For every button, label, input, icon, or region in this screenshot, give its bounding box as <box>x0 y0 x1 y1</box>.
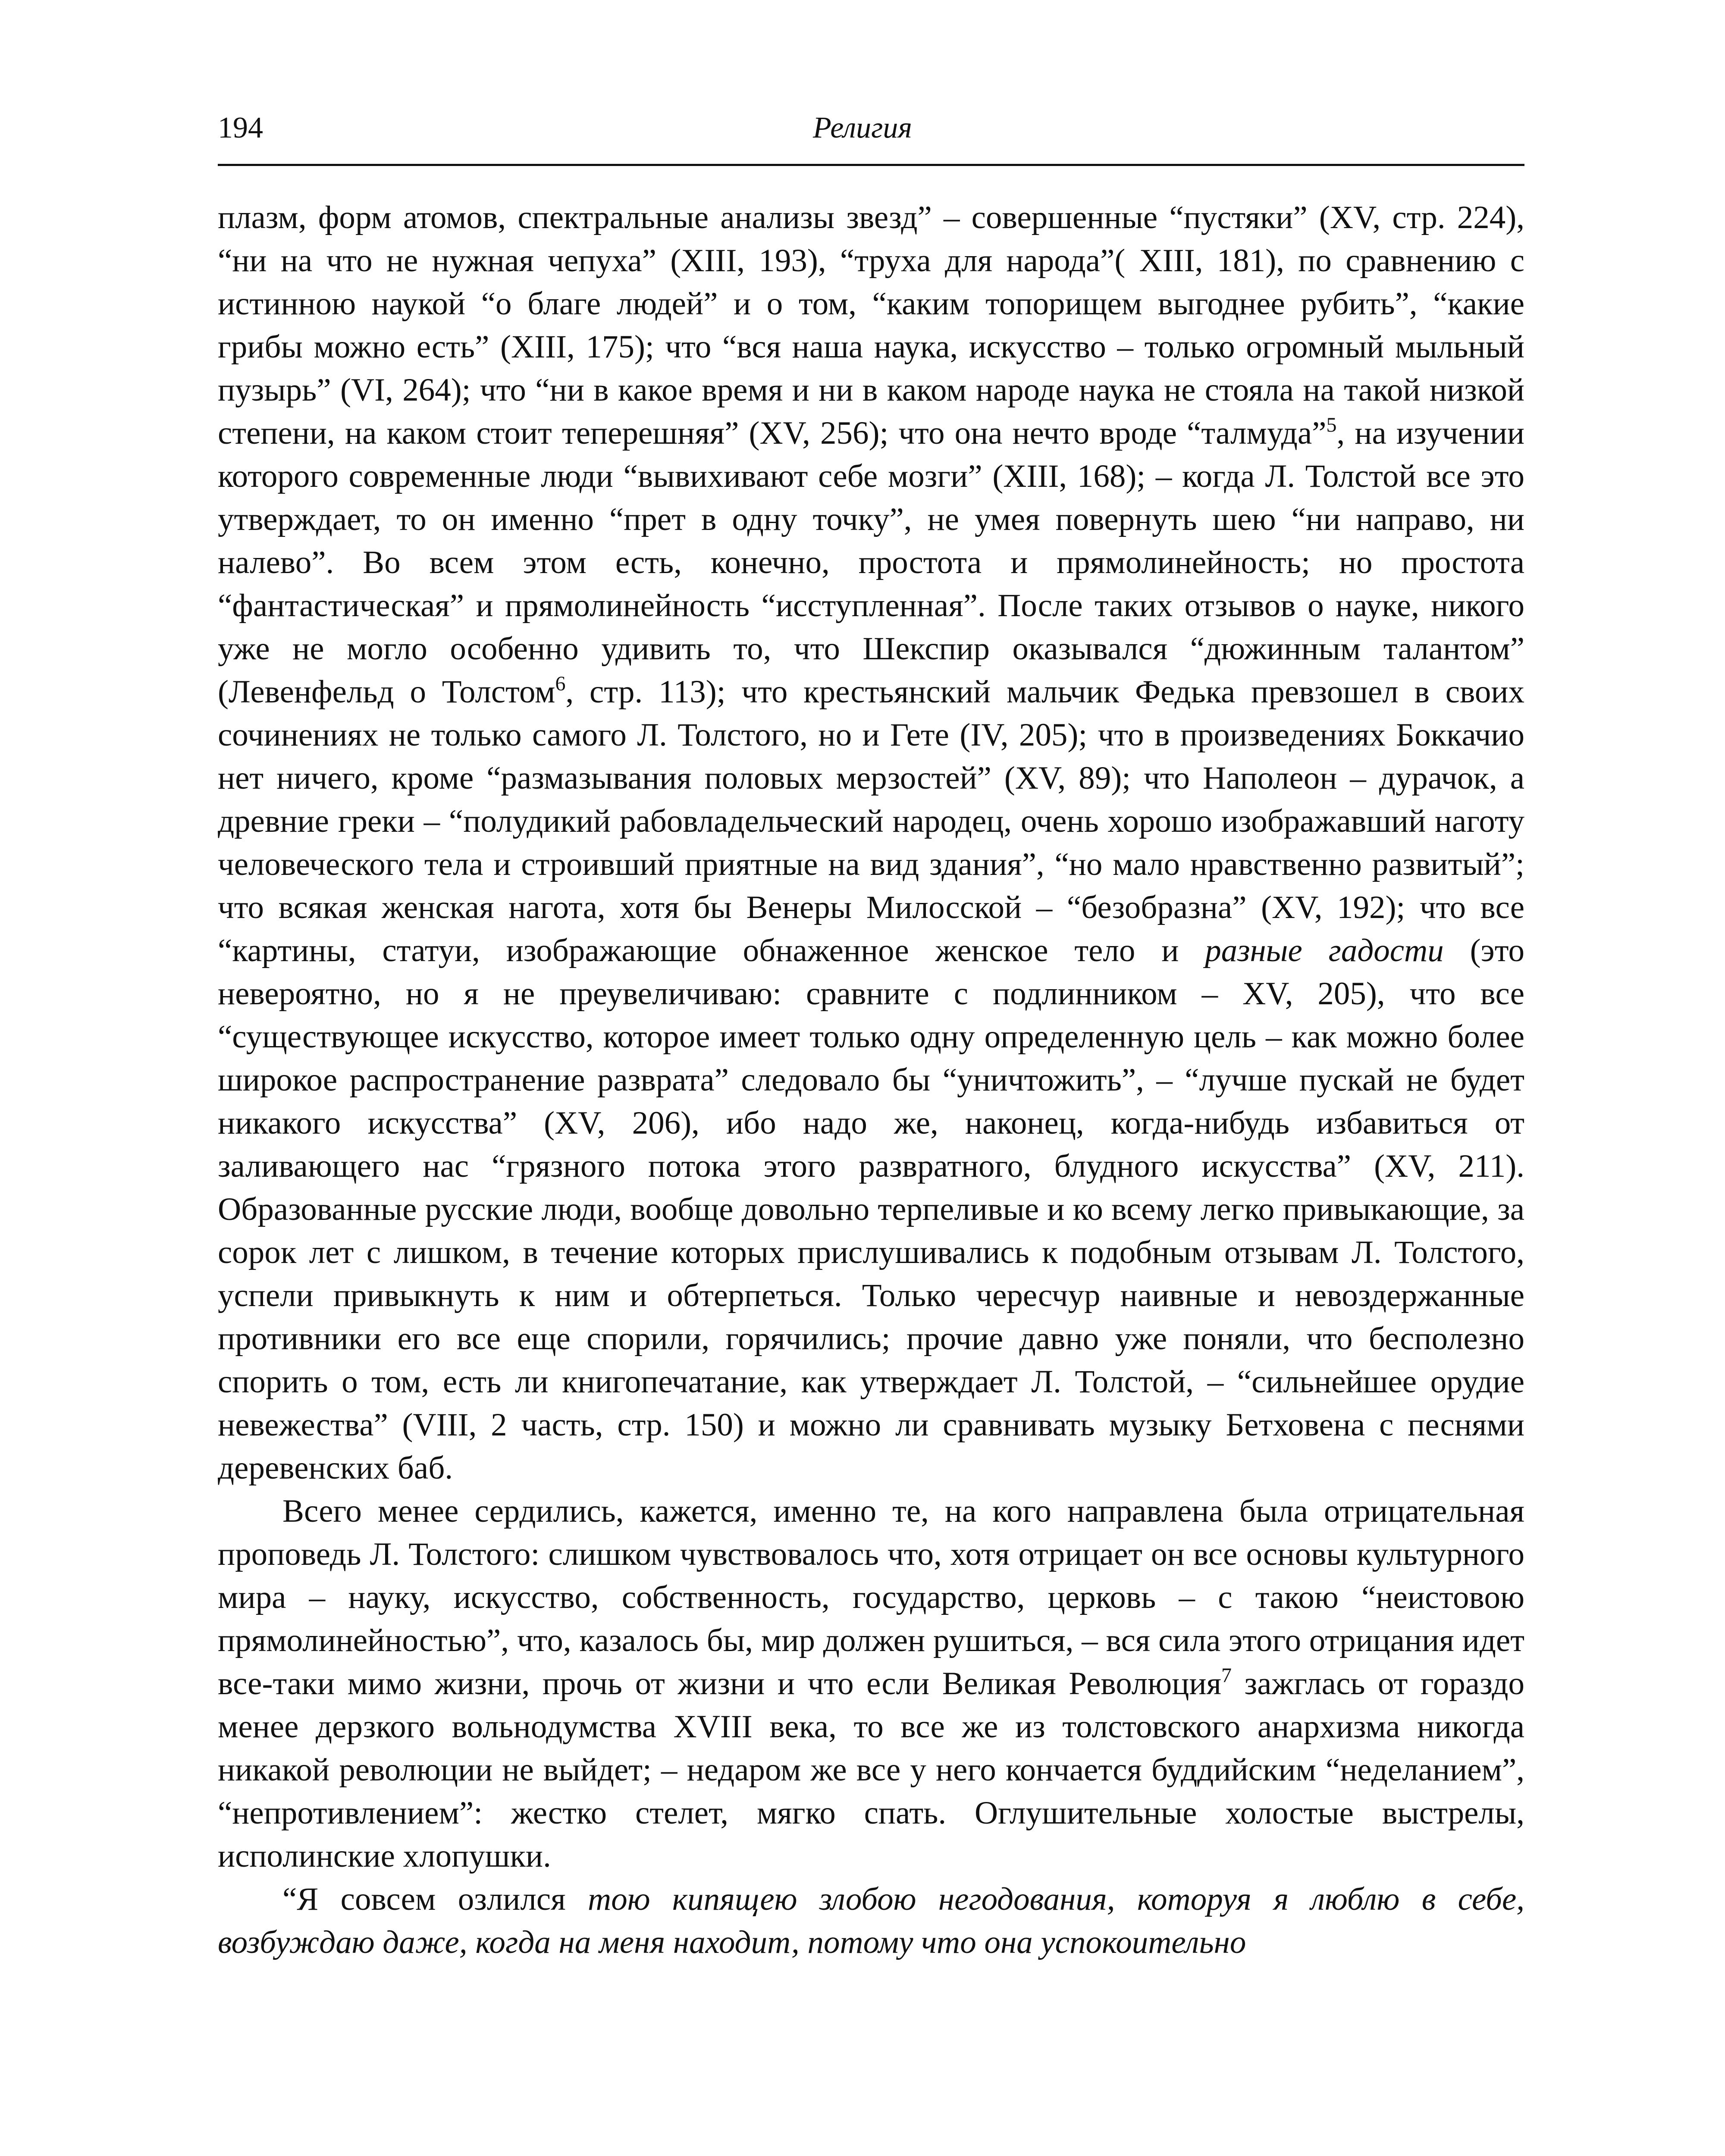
footnote-ref-6[interactable]: 6 <box>555 672 566 695</box>
p3-italic-quote: тою кипящею злобою негодования, которуя я люблю в себе, возбуждаю даже, когда на меня находит, потому что она успокоительно <box>218 1881 1525 1960</box>
p1-italic-emphasis: разные гадости <box>1205 933 1444 968</box>
body-text <box>218 196 1524 1964</box>
p1-text-part-2: , на изучении которого современные люди “вывихивают себе мозги” (XIII, 168); – когда Л. Толстой все это утверждает, то он именно “прет в одну точку”, не умея повернуть шею “ни направо, ни налево”. Во всем этом есть, конечно, простота и прямолинейность; но простота “фантастическая” и прямолинейность “исступленная”. После таких отзывов о науке, никого уже не могло особенно удивить то, что Шекспир оказывался “дюжинным талантом” (Левенфельд о Толстом <box>218 415 1524 710</box>
p3-quote-open: “Я совсем озлился <box>282 1881 588 1917</box>
paragraph-1 <box>218 196 1524 1490</box>
p2-text-part-2: зажглась от гораздо менее дерзкого вольнодумства XVIII века, то все же из толстовского анархизма никогда никакой революции не выйдет; – недаром же все у него кончается буддийским “неделанием”, “непротивлением”: жестко стелет, мягко спать. Оглушительные холостые выстрелы, исполинские хлопушки. <box>218 1666 1524 1874</box>
paragraph-3 <box>218 1878 1524 1964</box>
paragraph-2 <box>218 1490 1524 1878</box>
running-title: Религия <box>813 111 912 144</box>
footnote-ref-7[interactable]: 7 <box>1221 1664 1232 1687</box>
footnote-ref-5[interactable]: 5 <box>1326 414 1337 436</box>
p1-text-part-4: (это невероятно, но я не преувеличиваю: сравните с подлинником – XV, 205), что все “существующее искусство, которое имеет только одну определенную цель – как можно более широкое распространение разврата” следовало бы “уничтожить”, – “лучше пускай не будет никакого искусства” (XV, 206), ибо надо же, наконец, когда-нибудь избавиться от заливающего нас “грязного потока этого развратного, блудного искусства” (XV, 211). Образованные русские люди, вообще довольно терпеливые и ко всему легко привыкающие, за сорок лет с лишком, в течение которых прислушивались к подобным отзывам Л. Толстого, успели привыкнуть к ним и обтерпеться. Только чересчур наивные и невоздержанные противники его все еще спорили, горячились; прочие давно уже поняли, что бесполезно спорить о том, есть ли книгопечатание, как утверждает Л. Толстой, – “сильнейшее орудие невежества” (VIII, 2 часть, стр. 150) и можно ли сравнивать музыку Бетховена с песнями деревенских баб. <box>218 933 1525 1486</box>
page-number: 194 <box>218 111 263 144</box>
header-rule <box>218 164 1524 166</box>
p1-text-part-1: плазм, форм атомов, спектральные анализы звезд” – совершенные “пустяки” (XV, стр. 224), “ни на что не нужная чепуха” (XIII, 193), “труха для народа”( XIII, 181), по сравнению с истинною наукой “о благе людей” и о том, “каким топорищем выгоднее рубить”, “какие грибы можно есть” (XIII, 175); что “вся наша наука, искусство – только огромный мыльный пузырь” (VI, 264); что “ни в какое время и ни в каком народе наука не стояла на такой низкой степени, на каком стоит теперешняя” (XV, 256); что она нечто вроде “талмуда” <box>218 200 1524 451</box>
p2-text-part-1: Всего менее сердились, кажется, именно те, на кого направлена была отрицательная проповедь Л. Толстого: слишком чувствовалось что, хотя отрицает он все основы культурного мира – науку, искусство, собственность, государство, церковь – с такою “неистовою прямолинейностью”, что, казалось бы, мир должен рушиться, – вся сила этого отрицания идет все-таки мимо жизни, прочь от жизни и что если Великая Революция <box>218 1493 1524 1702</box>
p1-text-part-3: , стр. 113); что крестьянский мальчик Федька превзошел в своих сочинениях не только самого Л. Толстого, но и Гете (IV, 205); что в произведениях Боккачио нет ничего, кроме “размазывания половых мерзостей” (XV, 89); что Наполеон – дурачок, а древние греки – “полудикий рабовладельческий народец, очень хорошо изображавший наготу человеческого тела и строивший приятные на вид здания”, “но мало нравственно развитый”; что всякая женская нагота, хотя бы Венеры Милосской – “безобразна” (XV, 192); что все “картины, статуи, изображающие обнаженное женское тело и <box>218 674 1524 968</box>
